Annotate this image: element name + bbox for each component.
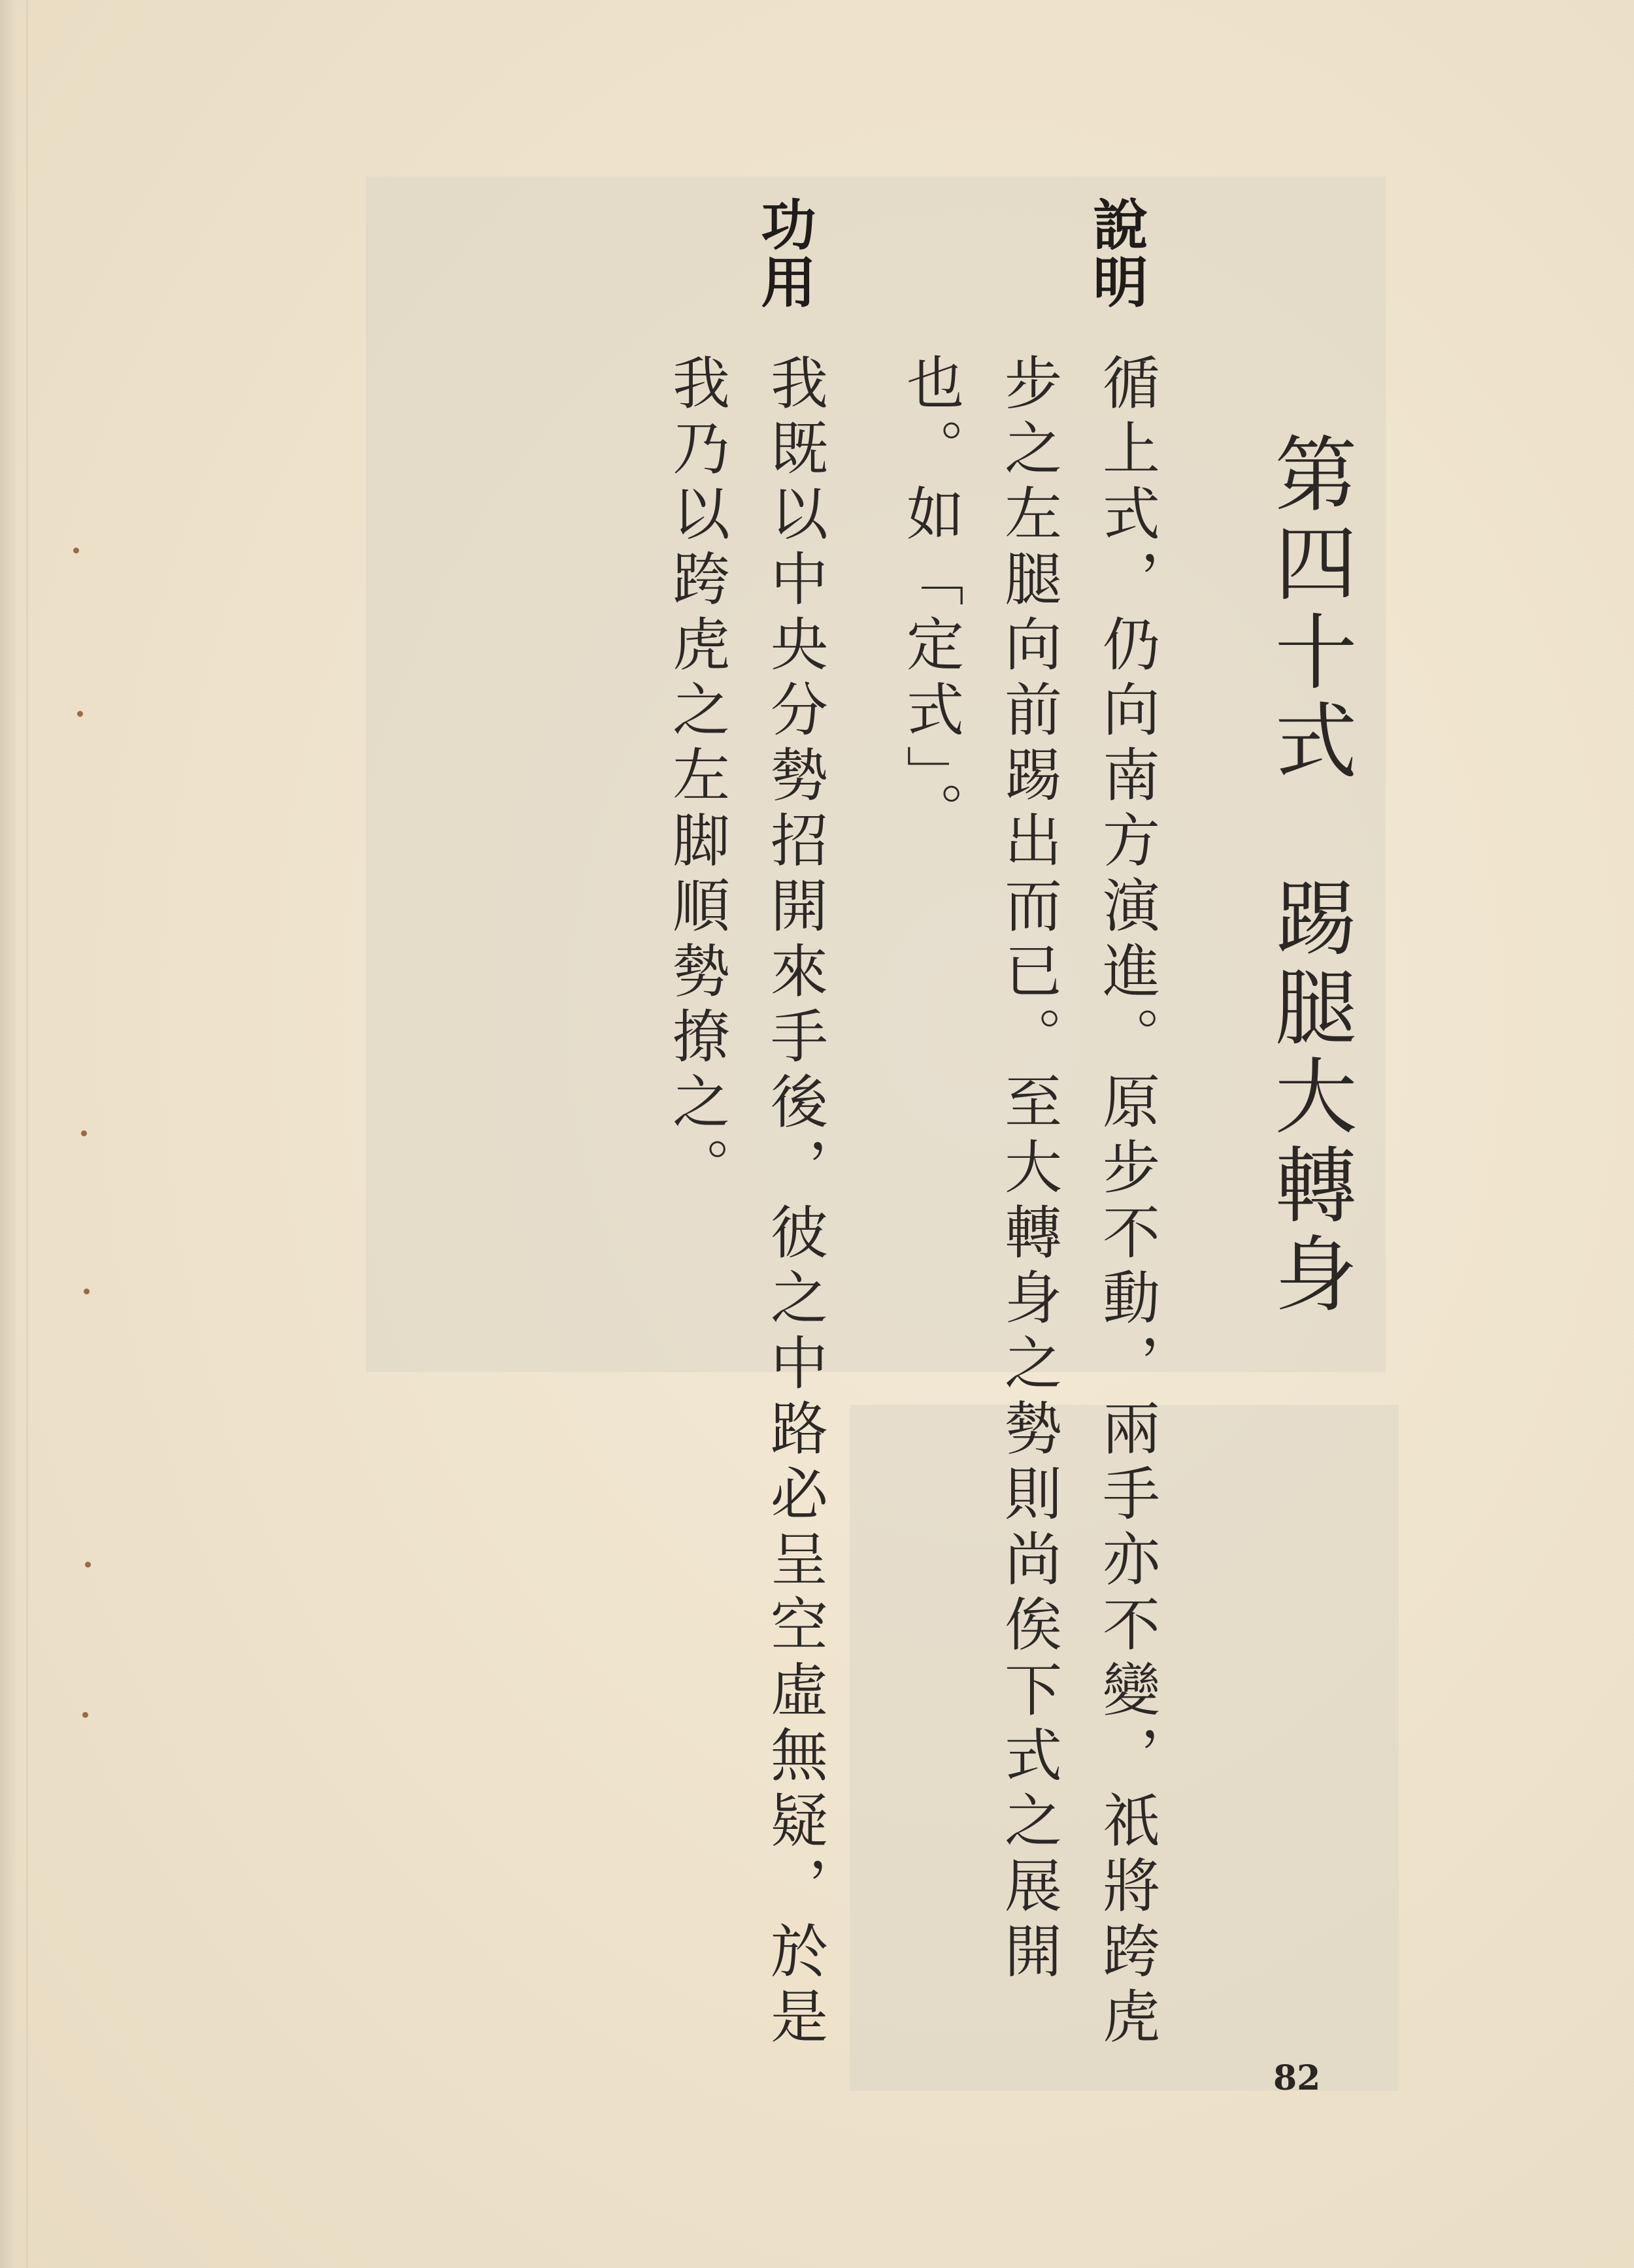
binding-hole: [84, 1289, 90, 1294]
binding-edge: [0, 0, 16, 2268]
binding-hole: [77, 711, 83, 717]
page-number: 82: [1273, 2058, 1321, 2098]
page-title: 第四十式 踢腿大轉身: [1261, 431, 1358, 1320]
section-heading-description: 說明: [1084, 196, 1148, 311]
section-heading-function: 功用: [752, 196, 816, 311]
show-through-photo: [366, 176, 1386, 1372]
function-line-1: 我既以中央分勢招開來手後，彼之中路必呈空虛無疑，於是: [761, 353, 829, 2052]
binding-hole: [73, 548, 79, 553]
description-line-1: 循上式，仍向南方演進。原步不動，兩手亦不變，祇將跨虎: [1093, 353, 1161, 2052]
binding-hole: [85, 1562, 91, 1568]
description-line-3: 也。如「定式」。: [897, 353, 965, 847]
binding-hole: [81, 1130, 87, 1136]
description-line-2: 步之左腿向前踢出而已。至大轉身之勢則尚俟下式之展開: [995, 353, 1063, 1986]
fold-line: [26, 0, 28, 2268]
binding-hole: [82, 1712, 88, 1718]
function-line-2: 我乃以跨虎之左脚順勢撩之。: [663, 353, 731, 1202]
